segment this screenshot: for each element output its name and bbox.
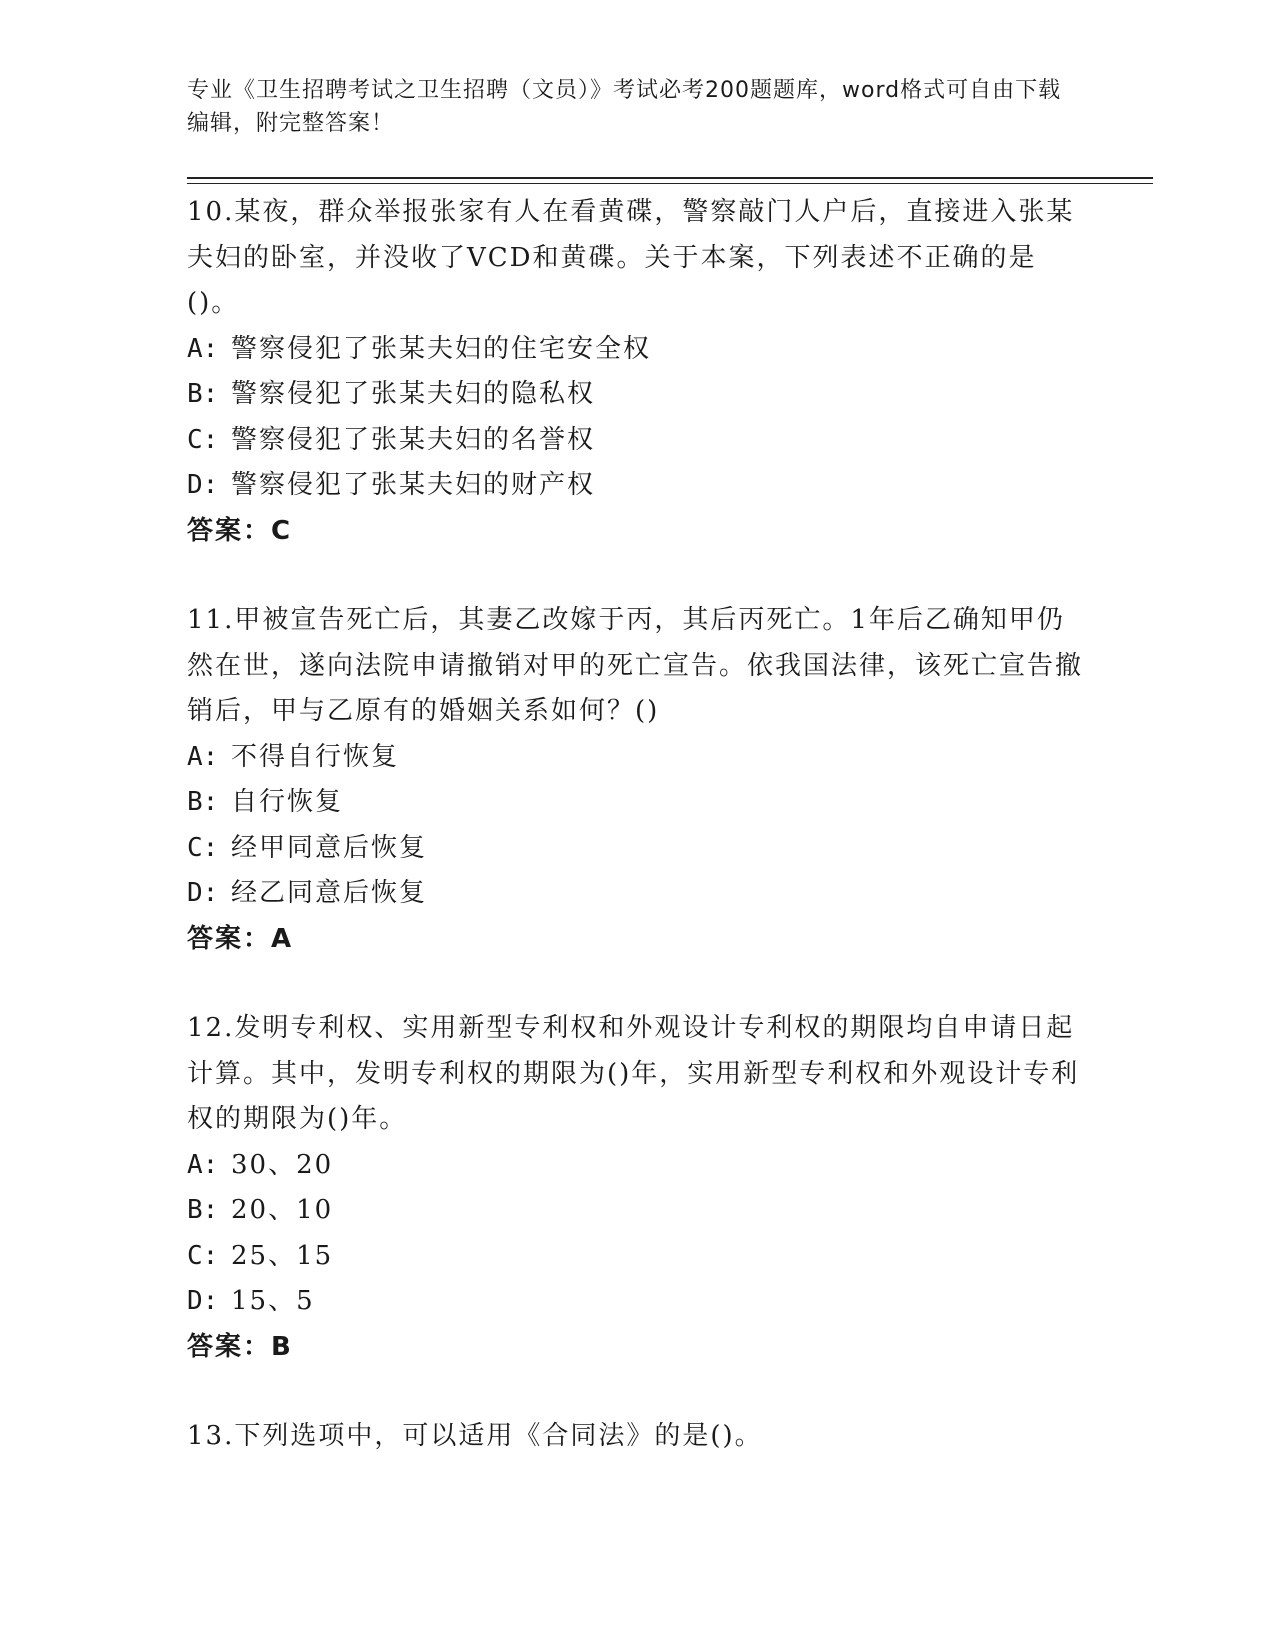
option-key: A: [187,333,219,364]
option-key: B: [187,1195,219,1225]
option-d [187,1279,1087,1325]
document-intro: 专业《卫生招聘考试之卫生招聘（文员）》考试必考200题题库，word格式可自由下载编辑，附完整答案！ [187,78,1062,136]
question-13 [187,1414,1087,1460]
option-text: 25、15 [231,1240,334,1271]
option-text: 15、5 [231,1286,315,1316]
option-key: D: [187,1286,219,1316]
question-stem: 10.某夜，群众举报张家有人在看黄碟，警察敲门人户后，直接进入张某夫妇的卧室，并没收了VCD和黄碟。关于本案，下列表述不正确的是()。 [187,197,1075,318]
option-c [187,418,1087,464]
option-c [187,826,1087,872]
header-divider-thin [187,183,1153,184]
question-stem: 11.甲被宣告死亡后，其妻乙改嫁于丙，其后丙死亡。1年后乙确知甲仍然在世，遂向法院申请撤销对甲的死亡宣告。依我国法律，该死亡宣告撤销后，甲与乙原有的婚姻关系如何？() [187,605,1084,726]
option-key: B: [187,787,219,817]
question-12 [187,1006,1087,1370]
option-text: 警察侵犯了张某夫妇的隐私权 [231,379,596,409]
option-key: C: [187,832,219,863]
option-d [187,463,1087,509]
option-key: D: [187,470,219,500]
option-a [187,735,1087,781]
option-key: D: [187,878,219,908]
question-11 [187,598,1087,962]
option-text: 警察侵犯了张某夫妇的名誉权 [231,424,596,455]
option-text: 20、10 [231,1195,334,1225]
answer-line: 答案：A [187,923,294,954]
option-key: A: [187,1149,219,1180]
option-b [187,372,1087,418]
option-a [187,327,1087,373]
option-key: C: [187,424,219,455]
answer-line: 答案：B [187,1331,293,1362]
option-c [187,1234,1087,1280]
option-b [187,780,1087,826]
option-text: 自行恢复 [231,787,344,817]
option-text: 经乙同意后恢复 [231,878,428,908]
option-key: B: [187,379,219,409]
header-divider-thick [187,177,1153,179]
option-a [187,1143,1087,1189]
option-text: 30、20 [231,1149,334,1180]
question-stem: 12.发明专利权、实用新型专利权和外观设计专利权的期限均自申请日起计算。其中，发明专利权的期限为()年，实用新型专利权和外观设计专利权的期限为()年。 [187,1013,1080,1134]
answer-line: 答案：C [187,515,293,546]
option-key: C: [187,1240,219,1271]
option-text: 警察侵犯了张某夫妇的住宅安全权 [231,333,652,364]
option-text: 不得自行恢复 [231,741,400,772]
question-10 [187,190,1087,554]
option-text: 警察侵犯了张某夫妇的财产权 [231,470,596,500]
option-text: 经甲同意后恢复 [231,832,428,863]
option-key: A: [187,741,219,772]
option-d [187,871,1087,917]
option-b [187,1188,1087,1234]
question-stem: 13.下列选项中，可以适用《合同法》的是()。 [187,1421,763,1451]
